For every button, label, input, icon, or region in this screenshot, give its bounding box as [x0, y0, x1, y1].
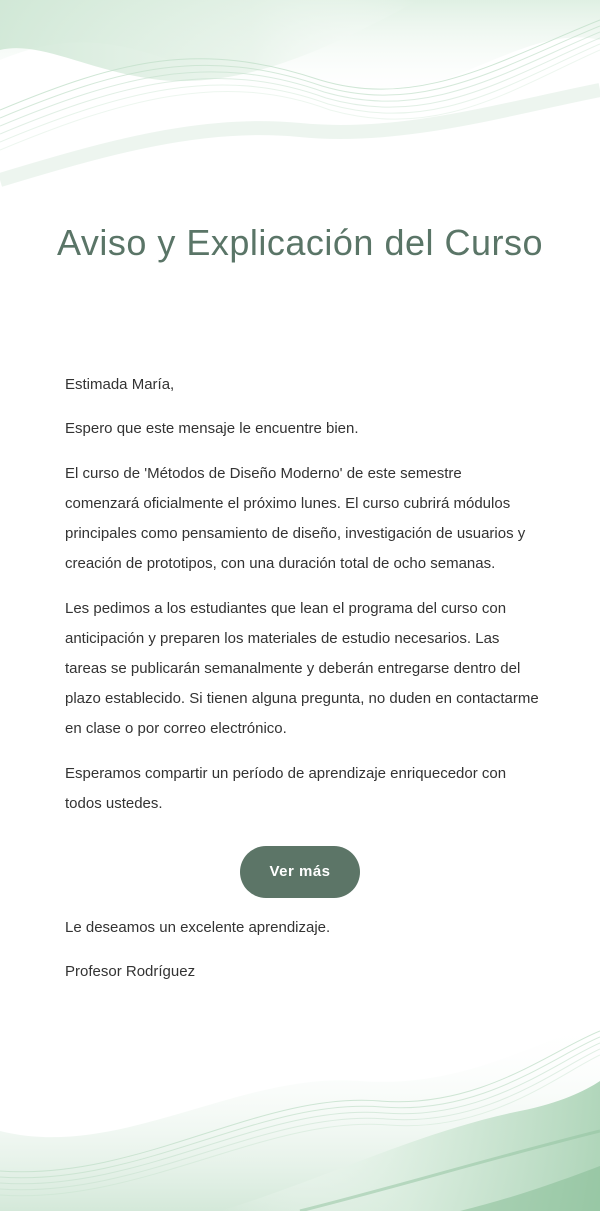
opening-line: Espero que este mensaje le encuentre bien. — [65, 420, 359, 437]
letter-body — [65, 370, 540, 834]
paragraph-instructions: Les pedimos a los estudiantes que lean el programa del curso con anticipación y preparen los materiales de estudio necesarios. Las tareas se publicarán semanalmente y deberán entregarse dentro del plazo establecido. Si tienen alguna pregunta, no duden en contactarme en clase o por correo electrónico. — [65, 600, 539, 737]
decorative-wave-top — [0, 0, 600, 200]
signature: Profesor Rodríguez — [65, 963, 196, 980]
greeting: Estimada María, — [65, 376, 175, 393]
decorative-wave-bottom — [0, 1011, 600, 1211]
paragraph-closing-wish: Esperamos compartir un período de aprendizaje enriquecedor con todos ustedes. — [65, 765, 507, 812]
letter-closing — [65, 913, 540, 987]
see-more-button[interactable]: Ver más — [240, 846, 360, 898]
closing-line: Le deseamos un excelente aprendizaje. — [65, 919, 331, 936]
button-container — [0, 846, 600, 898]
page-title: Aviso y Explicación del Curso — [56, 222, 544, 263]
paragraph-course-info: El curso de 'Métodos de Diseño Moderno' de este semestre comenzará oficialmente el próximo lunes. El curso cubrirá módulos principales como pensamiento de diseño, investigación de usuarios y creación de prototipos, con una duración total de ocho semanas. — [65, 465, 526, 572]
